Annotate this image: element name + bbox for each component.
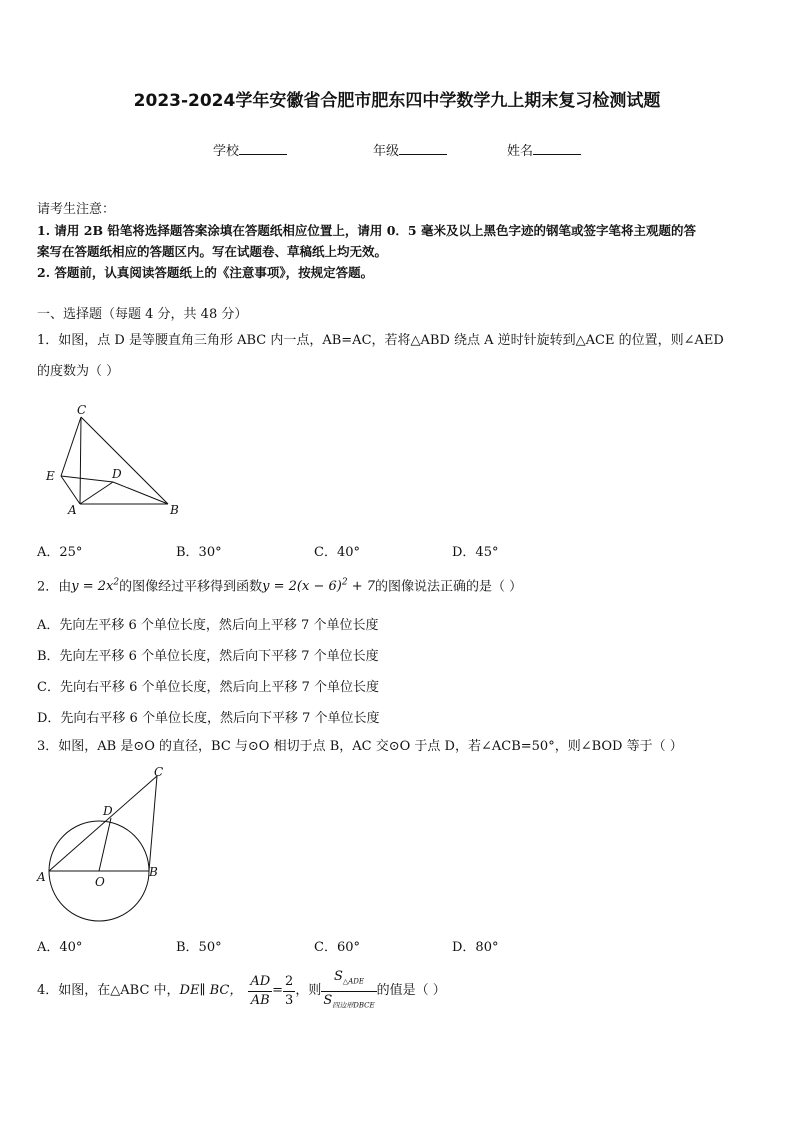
q4-condition: DE∥ BC， (179, 983, 243, 999)
grade-field (373, 140, 447, 159)
q1-label-d: D (112, 467, 122, 481)
school-field (213, 140, 287, 159)
q3-label-a: A (37, 870, 46, 884)
q4-area-fraction: $\frac{S_{\triangle ADE}}{S_{四边形DBCE}}$ (323, 969, 375, 1010)
q1-label-e: E (46, 469, 55, 483)
q4-post: 的值是（ ） (376, 983, 446, 999)
q3-figure (35, 762, 175, 927)
notice-heading: 请考生注意： (37, 202, 116, 217)
q3-option-d: D．80° (452, 940, 499, 955)
q3-option-c: C．60° (314, 940, 360, 955)
q2-formula-2: $y = 2(x - 6)^2 + 7$ (262, 578, 375, 595)
q3-text: 3．如图，AB 是⊙O 的直径，BC 与⊙O 相切于点 B，AC 交⊙O 于点 D，若∠ACB=50°，则∠BOD 等于（ ） (37, 739, 683, 754)
page-title: 2023-2024学年安徽省合肥市肥东四中学数学九上期末复习检测试题 (133, 91, 661, 111)
school-label: 学校 (213, 144, 240, 159)
q1-option-a: A．25° (37, 545, 83, 560)
grade-blank (399, 142, 447, 155)
notice-line1a: 1. 请用 2B 铅笔将选择题答案涂填在答题纸相应位置上，请用 0．5 毫米及以上黑色字迹的钢笔或签字笔将主观题的答 (37, 223, 696, 238)
name-label: 姓名 (507, 144, 534, 159)
q4-mid: ，则 (295, 983, 322, 999)
q1-option-c: C．40° (314, 545, 360, 560)
notice-line1b: 案写在答题纸相应的答题区内。写在试题卷、草稿纸上均无效。 (37, 244, 388, 259)
q1-label-b: B (170, 503, 179, 517)
q1-figure (40, 400, 190, 520)
q3-label-o: O (95, 875, 105, 889)
section-heading: 一、选择题（每题 4 分，共 48 分） (37, 307, 248, 322)
q2-option-b: B．先向左平移 6 个单位长度，然后向下平移 7 个单位长度 (37, 649, 379, 664)
q3-label-d: D (103, 804, 113, 818)
q1-option-d: D．45° (452, 545, 499, 560)
q3-label-c: C (154, 765, 164, 779)
q1-label-a: A (68, 503, 77, 517)
notice-line2: 2. 答题前，认真阅读答题纸上的《注意事项》，按规定答题。 (37, 265, 374, 280)
q1-text-line1: 1．如图，点 D 是等腰直角三角形 ABC 内一点，AB=AC，若将△ABD 绕点 A 逆时针旋转到△ACE 的位置，则∠AED (37, 333, 724, 348)
q4-pre: 4．如图，在△ABC 中， (37, 983, 180, 999)
q4-equals: = (272, 983, 284, 999)
q2-option-a: A．先向左平移 6 个单位长度，然后向上平移 7 个单位长度 (37, 618, 379, 633)
q2-text (37, 574, 522, 596)
q2-mid: 的图像经过平移得到函数 (119, 579, 263, 595)
school-blank (239, 142, 287, 155)
grade-label: 年级 (373, 144, 400, 159)
q1-label-c: C (77, 403, 87, 417)
q2-pre: 2．由 (37, 579, 72, 595)
q1-text-line2: 的度数为（ ） (37, 364, 120, 379)
q3-label-b: B (149, 865, 158, 879)
q2-post: 的图像说法正确的是（ ） (375, 579, 523, 595)
q4-text (37, 968, 446, 1014)
q3-option-b: B．50° (176, 940, 222, 955)
q4-value-fraction: $\frac{2}{3}$ (285, 973, 294, 1008)
q4-ratio-fraction: $\frac{AD}{AB}$ (250, 973, 271, 1008)
q2-option-d: D．先向右平移 6 个单位长度，然后向下平移 7 个单位长度 (37, 711, 380, 726)
q2-formula-1: $y = 2x^2$ (71, 578, 120, 595)
q3-option-a: A．40° (37, 940, 83, 955)
name-blank (533, 142, 581, 155)
name-field (507, 140, 581, 159)
q2-option-c: C．先向右平移 6 个单位长度，然后向上平移 7 个单位长度 (37, 680, 380, 695)
q1-option-b: B．30° (176, 545, 222, 560)
